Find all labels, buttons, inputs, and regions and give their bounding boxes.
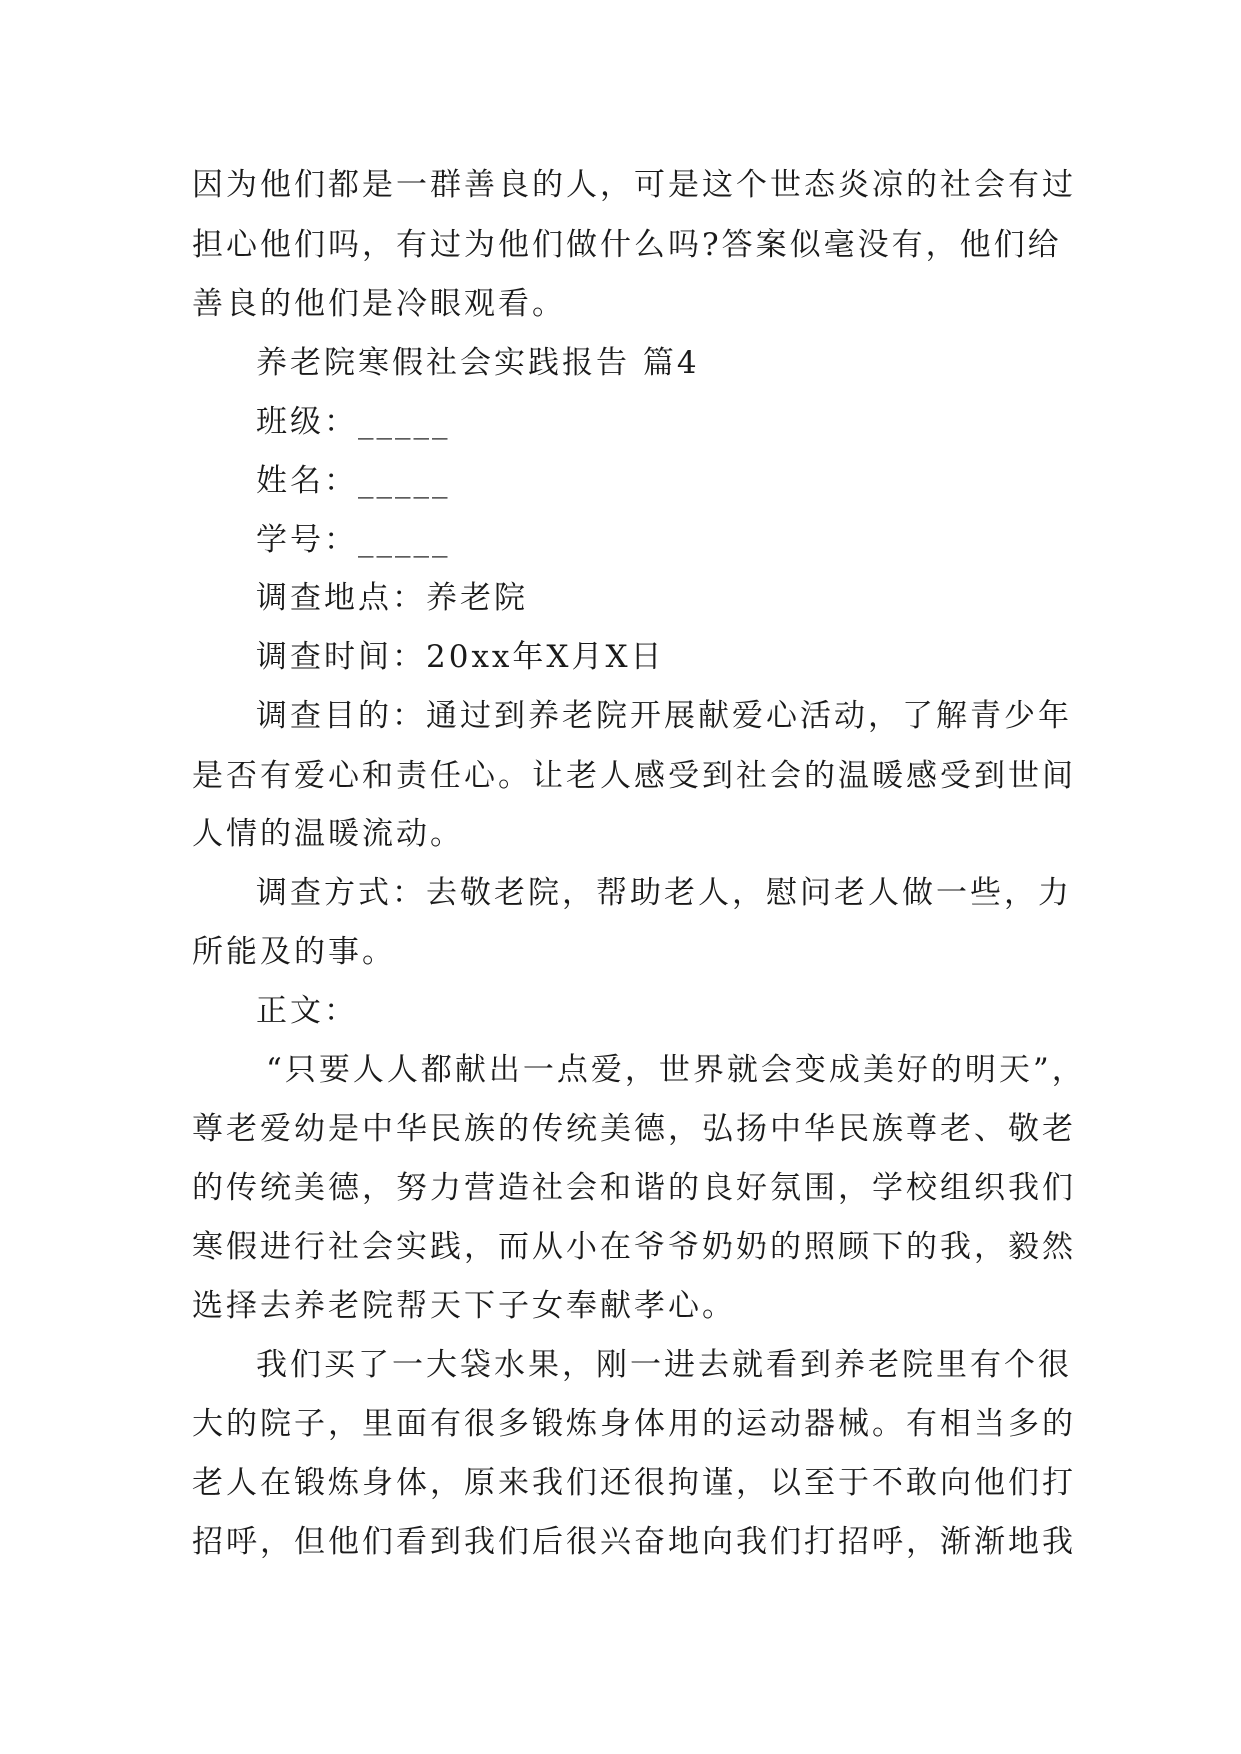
class-field: 班级：_____ bbox=[256, 404, 451, 440]
survey-method-line: 调查方式：去敬老院，帮助老人，慰问老人做一些，力 bbox=[256, 875, 1072, 911]
body-text-line: 老人在锻炼身体，原来我们还很拘谨，以至于不敢向他们打 bbox=[192, 1465, 1076, 1501]
name-field: 姓名：_____ bbox=[256, 463, 451, 499]
body-text-line: 担心他们吗，有过为他们做什么吗?答案似毫没有，他们给 bbox=[192, 227, 1062, 263]
body-text-line: 大的院子，里面有很多锻炼身体用的运动器械。有相当多的 bbox=[192, 1406, 1076, 1442]
body-text-line: 的传统美德，努力营造社会和谐的良好氛围，学校组织我们 bbox=[192, 1170, 1076, 1206]
student-id-field: 学号：_____ bbox=[256, 522, 451, 558]
survey-location: 调查地点：养老院 bbox=[256, 580, 528, 616]
body-text-line: 因为他们都是一群善良的人，可是这个世态炎凉的社会有过 bbox=[192, 167, 1076, 203]
body-text-line: 寒假进行社会实践，而从小在爷爷奶奶的照顾下的我，毅然 bbox=[192, 1229, 1076, 1265]
body-text-line: 招呼，但他们看到我们后很兴奋地向我们打招呼，渐渐地我 bbox=[192, 1524, 1076, 1560]
body-text-line: 是否有爱心和责任心。让老人感受到社会的温暖感受到世间 bbox=[192, 758, 1076, 794]
body-text-line: 善良的他们是冷眼观看。 bbox=[192, 286, 566, 322]
body-text-line: 我们买了一大袋水果，刚一进去就看到养老院里有个很 bbox=[256, 1347, 1072, 1383]
quote-line: “只要人人都献出一点爱，世界就会变成美好的明天”， bbox=[266, 1052, 1086, 1088]
survey-purpose-line: 调查目的：通过到养老院开展献爱心活动，了解青少年 bbox=[256, 698, 1072, 734]
body-text-line: 人情的温暖流动。 bbox=[192, 816, 464, 852]
survey-time: 调查时间：20xx年X月X日 bbox=[256, 639, 665, 675]
section-heading: 养老院寒假社会实践报告 篇4 bbox=[256, 345, 700, 381]
body-text-line: 尊老爱幼是中华民族的传统美德，弘扬中华民族尊老、敬老 bbox=[192, 1111, 1076, 1147]
main-text-label: 正文： bbox=[256, 993, 358, 1029]
body-text-line: 所能及的事。 bbox=[192, 934, 396, 970]
body-text-line: 选择去养老院帮天下子女奉献孝心。 bbox=[192, 1288, 736, 1324]
